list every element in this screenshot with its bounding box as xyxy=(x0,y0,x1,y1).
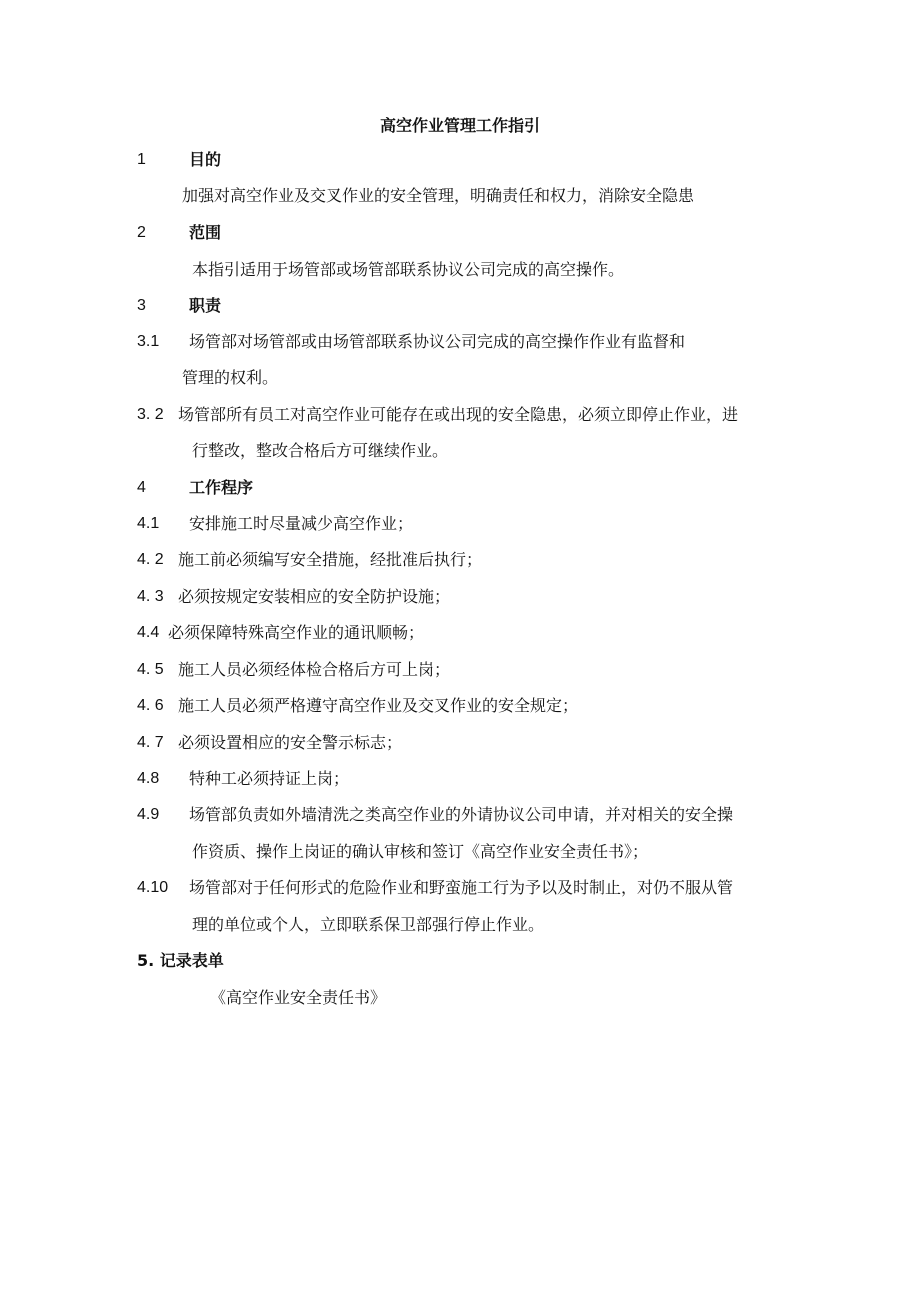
item-4-10-number: 4.10 xyxy=(137,879,169,896)
item-4-5-number: 4. 5 xyxy=(137,661,164,678)
item-4-3-text: 必须按规定安装相应的安全防护设施； xyxy=(178,587,451,606)
section-3-number: 3 xyxy=(137,297,146,314)
item-4-1-number: 4.1 xyxy=(137,515,160,532)
item-4-7-number: 4. 7 xyxy=(137,734,164,751)
item-4-10-line-2: 理的单位或个人，立即联系保卫部强行停止作业。 xyxy=(192,915,545,934)
item-3-2-number: 3. 2 xyxy=(137,406,164,423)
section-4-heading: 工作程序 xyxy=(189,478,254,497)
item-4-4-number: 4.4 xyxy=(137,624,160,641)
item-3-2-line-1: 场管部所有员工对高空作业可能存在或出现的安全隐患，必须立即停止作业，进 xyxy=(178,405,739,424)
item-4-9-number: 4.9 xyxy=(137,806,160,823)
section-5-heading: 5. 记录表单 xyxy=(137,951,224,970)
item-4-7-text: 必须设置相应的安全警示标志； xyxy=(178,733,403,752)
item-4-2-number: 4. 2 xyxy=(137,551,164,568)
section-2-number: 2 xyxy=(137,224,146,241)
section-2-heading: 范围 xyxy=(189,223,222,242)
section-1-body: 加强对高空作业及交叉作业的安全管理，明确责任和权力，消除安全隐患 xyxy=(182,186,695,205)
item-3-2-line-2: 行整改，整改合格后方可继续作业。 xyxy=(192,441,449,460)
item-3-1-number: 3.1 xyxy=(137,333,160,350)
document-title: 高空作业管理工作指引 xyxy=(379,116,540,135)
section-5-body: 《高空作业安全责任书》 xyxy=(210,988,387,1007)
item-4-10-line-1: 场管部对于任何形式的危险作业和野蛮施工行为予以及时制止，对仍不服从管 xyxy=(189,878,734,897)
item-4-8-text: 特种工必须持证上岗； xyxy=(189,769,350,788)
item-4-8-number: 4.8 xyxy=(137,770,160,787)
item-3-1-line-1: 场管部对场管部或由场管部联系协议公司完成的高空操作作业有监督和 xyxy=(189,332,686,351)
item-4-9-line-1: 场管部负责如外墙清洗之类高空作业的外请协议公司申请，并对相关的安全操 xyxy=(189,805,734,824)
item-4-2-text: 施工前必须编写安全措施，经批准后执行； xyxy=(178,550,483,569)
section-2-body: 本指引适用于场管部或场管部联系协议公司完成的高空操作。 xyxy=(192,260,625,279)
item-4-6-number: 4. 6 xyxy=(137,697,164,714)
item-4-6-text: 施工人员必须严格遵守高空作业及交叉作业的安全规定； xyxy=(178,696,579,715)
item-4-4-text: 必须保障特殊高空作业的通讯顺畅； xyxy=(168,623,425,642)
item-3-1-line-2: 管理的权利。 xyxy=(182,368,279,387)
item-4-3-number: 4. 3 xyxy=(137,588,164,605)
item-4-5-text: 施工人员必须经体检合格后方可上岗； xyxy=(178,660,451,679)
section-1-number: 1 xyxy=(137,151,146,168)
section-4-number: 4 xyxy=(137,479,146,496)
section-1-heading: 目的 xyxy=(189,150,222,169)
item-4-9-line-2: 作资质、操作上岗证的确认审核和签订《高空作业安全责任书》； xyxy=(192,842,649,861)
item-4-1-text: 安排施工时尽量减少高空作业； xyxy=(189,514,414,533)
section-3-heading: 职责 xyxy=(189,296,222,315)
